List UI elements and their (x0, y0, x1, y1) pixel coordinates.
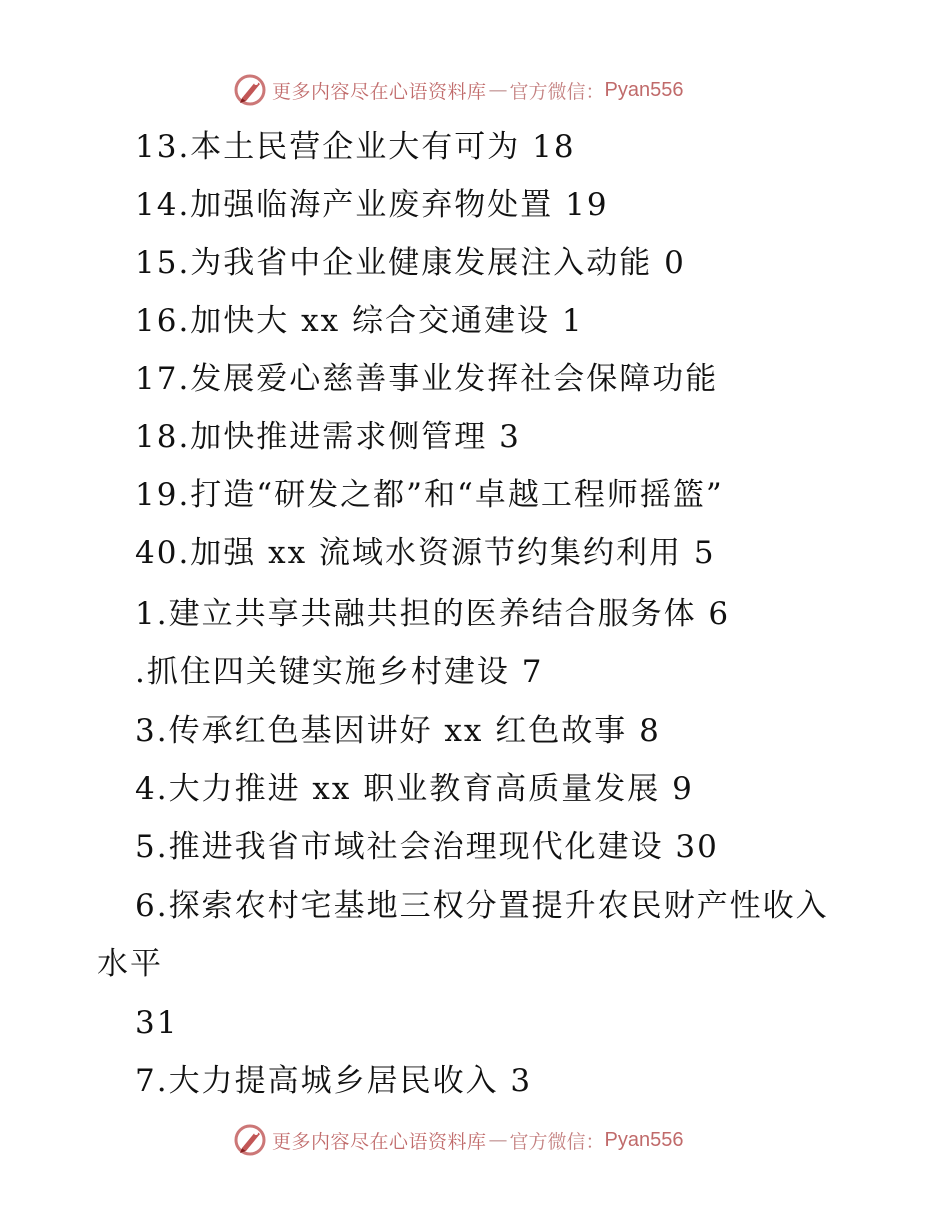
watermark-brand: 更多内容尽在心语资料库 (272, 1130, 487, 1153)
toc-line: 18.加快推进需求侧管理 3 (135, 419, 521, 455)
toc-line: 3.传承红色基因讲好 xx 红色故事 8 (135, 713, 661, 749)
toc-line: 5.推进我省市域社会治理现代化建设 30 (135, 829, 719, 865)
toc-line: 13.本土民营企业大有可为 18 (135, 129, 576, 165)
watermark-wechat-id: Pyan556 (604, 1128, 684, 1151)
toc-line: 15.为我省中企业健康发展注入动能 0 (135, 245, 686, 281)
toc-line: 40.加强 xx 流域水资源节约集约利用 5 (135, 535, 716, 571)
watermark-separator: — (488, 1129, 508, 1151)
pen-logo-icon (232, 1122, 268, 1158)
toc-page-number: 31 (135, 1005, 179, 1041)
watermark-wechat-id: Pyan556 (604, 78, 684, 101)
watermark-official-label: 官方微信： (509, 1130, 605, 1153)
toc-line: 19.打造“研发之都”和“卓越工程师摇篮” (135, 477, 724, 513)
toc-line-continuation: 水平 (97, 946, 163, 982)
toc-line: 4.大力推进 xx 职业教育高质量发展 9 (135, 771, 694, 807)
watermark-footer (232, 1122, 684, 1158)
watermark-separator: — (488, 79, 508, 101)
toc-line: 1.建立共享共融共担的医养结合服务体 6 (135, 596, 731, 632)
watermark-official-label: 官方微信： (509, 80, 605, 103)
toc-line: .抓住四关键实施乡村建设 7 (135, 654, 544, 690)
toc-line: 14.加强临海产业废弃物处置 19 (135, 187, 609, 223)
toc-line: 7.大力提高城乡居民收入 3 (135, 1063, 533, 1099)
toc-line: 6.探索农村宅基地三权分置提升农民财产性收入 (135, 888, 829, 924)
toc-line: 16.加快大 xx 综合交通建设 1 (135, 303, 584, 339)
watermark-brand: 更多内容尽在心语资料库 (272, 80, 487, 103)
toc-line: 17.发展爱心慈善事业发挥社会保障功能 (135, 361, 719, 397)
